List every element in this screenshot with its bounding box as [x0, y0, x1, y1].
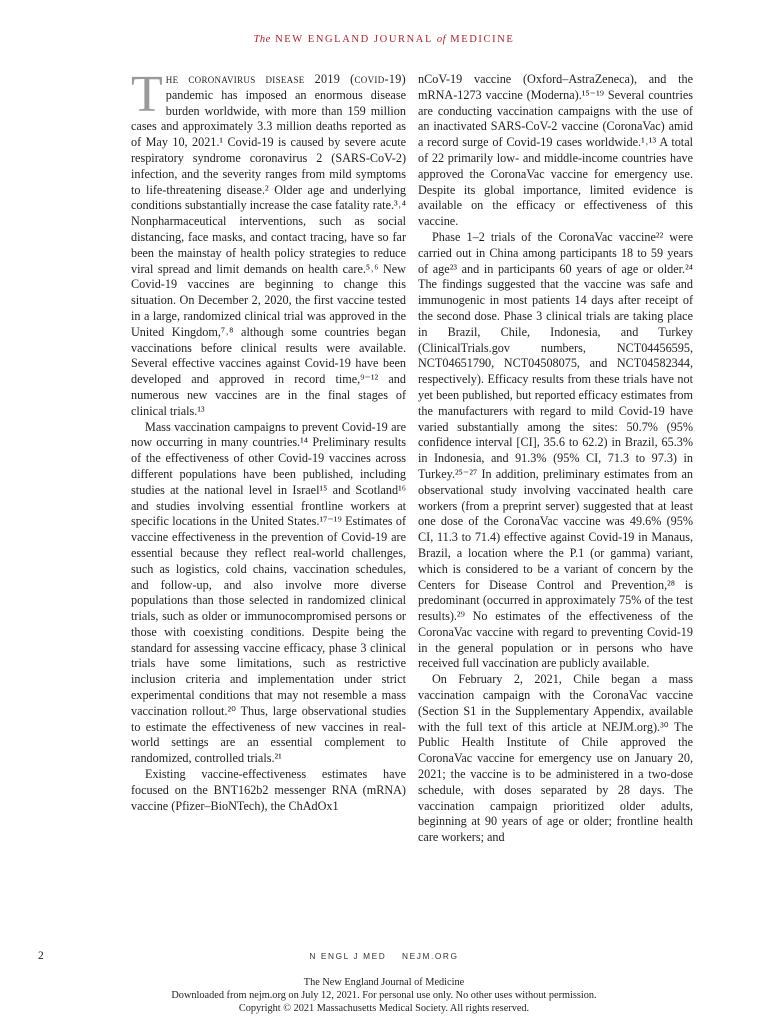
- intro-paragraph-text: pandemic has imposed an enormous disease burden worldwide, with more than 159 million cases and approximately 3.3 million deaths reported as of May 10, 2021.¹ Covid-19 is caused by severe acute respiratory syndrome coronavirus 2 (SARS-CoV-2) infection, and the severity ranges from mild symptoms to life-threatening disease.² Older age and underlying conditions substantially increase the case fatality rate.³˒⁴ Nonpharmaceutical interventions, such as social distancing, face masks, and contact tracing, have so far been the mainstay of health policy strategies to reduce viral spread and limit demands on health care.⁵˒⁶ New Covid-19 vaccines are beginning to change this situation. On December 2, 2020, the first vaccine tested in a large, randomized clinical trial was approved in the United Kingdom,⁷˒⁸ although some countries began vaccinations before clinical results were available. Several effective vaccines against Covid-19 have been developed and approved in record time,⁹⁻¹² and numerous new vaccines are in the final stages of clinical trials.¹³: [131, 87, 406, 418]
- paragraph-continued: nCoV-19 vaccine (Oxford–AstraZeneca), and the mRNA-1273 vaccine (Moderna).¹⁵⁻¹⁹ Several countries are conducting vaccination campaigns with the use of an inactivated SARS-CoV-2 vaccine (CoronaVac) amid a record surge of Covid-19 cases worldwide.¹˒¹³ A total of 22 primarily low- and middle-income countries have approved the CoronaVac vaccine for emergency use. Despite its global importance, limited evidence is available on the efficacy or effectiveness of this vaccine.: [418, 72, 693, 229]
- opening-phrase: he coronavirus disease 2019 (covid-19): [165, 72, 406, 86]
- paragraph-existing-estimates: Existing vaccine-effectiveness estimates have focused on the BNT162b2 messenger RNA (mRNA) vaccine (Pfizer–BioNTech), the ChAdOx1: [131, 767, 406, 813]
- article-body: [131, 72, 693, 872]
- download-statement: Downloaded from nejm.org on July 12, 2021. For personal use only. No other uses without permission.: [171, 990, 597, 1002]
- running-head-journal: NEW ENGLAND JOURNAL: [275, 34, 433, 45]
- paragraph-chile-campaign: On February 2, 2021, Chile began a mass vaccination campaign with the CoronaVac vaccine (Section S1 in the Supplementary Appendix, available with the full text of this article at NEJM.org).³⁰ The Public Health Institute of Chile approved the CoronaVac vaccine for emergency use on January 20, 2021; the vaccine is to be administered in a two-dose schedule, with doses separated by 28 days. The vaccination campaign prioritized older adults, beginning at 90 years of age or older; frontline health care workers; and: [418, 672, 693, 845]
- drop-cap: T: [131, 72, 163, 123]
- paragraph-phase-trials: Phase 1–2 trials of the CoronaVac vaccine²² were carried out in China among participants 18 to 59 years of age²³ and in participants 60 years of age or older.²⁴ The findings suggested that the vaccine was safe and immunogenic in most patients 14 days after receipt of the second dose. Phase 3 clinical trials are taking place in Brazil, Chile, Indonesia, and Turkey (ClinicalTrials.gov numbers, NCT04456595, NCT04651790, NCT04508075, and NCT04582344, respectively). Efficacy results from these trials have not yet been published, but reported efficacy estimates from the manufacturers with regard to mild Covid-19 have varied substantially among the sites: 50.7% (95% confidence interval [CI], 35.6 to 62.2) in Brazil, 65.3% in Indonesia, and 91.3% (95% CI, 71.3 to 97.3) in Turkey.²⁵⁻²⁷ In addition, preliminary estimates from an observational study involving vaccinated health care workers (from a preprint server) suggested that at least one dose of the CoronaVac vaccine was 49.6% (95% CI, 11.3 to 71.4) effective against Covid-19 in Manaus, Brazil, a location where the P.1 (or gamma) variant, which is considered to be a variant of concern by the Centers for Disease Control and Prevention,²⁸ is predominant (occurred in approximately 75% of the test results).²⁹ No estimates of the effectiveness of the CoronaVac vaccine with regard to preventing Covid-19 in the general population or in persons who have received full vaccination are publicly available.: [418, 229, 693, 671]
- right-column: [418, 72, 693, 872]
- download-notice: [0, 976, 768, 1016]
- paragraph-mass-vaccination: Mass vaccination campaigns to prevent Covid-19 are now occurring in many countries.¹⁴ Preliminary results of the effectiveness of other Covid-19 vaccines across different populations have been published, including studies at the national level in Israel¹⁵ and Scotland¹⁶ and studies involving essential frontline workers at specific locations in the United States.¹⁷⁻¹⁹ Estimates of vaccine effectiveness in the prevention of Covid-19 are essential because they reflect real-world challenges, such as logistics, cold chains, vaccination schedules, and follow-up, and also involve more diverse populations than those selected in randomized clinical trials, such as older or immunocompromised persons or those with coexisting conditions. Despite being the standard for assessing vaccine efficacy, phase 3 clinical trials have some limitations, such as restrictive inclusion criteria and implementation under strict experimental conditions that may not resemble a mass vaccination rollout.²⁰ Thus, large observational studies to estimate the effectiveness of new vaccines in real-world settings are an essential complement to randomized, controlled trials.²¹: [131, 419, 406, 766]
- running-head-medicine: MEDICINE: [450, 34, 515, 45]
- download-journal-name: The New England Journal of Medicine: [303, 977, 465, 988]
- running-head-prefix: The: [253, 34, 271, 45]
- intro-paragraph: [131, 72, 406, 420]
- copyright-line: Copyright © 2021 Massachusetts Medical Society. All rights reserved.: [238, 1003, 530, 1015]
- page-number: 2: [38, 950, 44, 962]
- running-head-of: of: [436, 34, 447, 45]
- footer-journal-line: N ENGL J MED NEJM.ORG: [309, 951, 459, 961]
- running-head: [0, 34, 768, 45]
- left-column: [131, 72, 406, 872]
